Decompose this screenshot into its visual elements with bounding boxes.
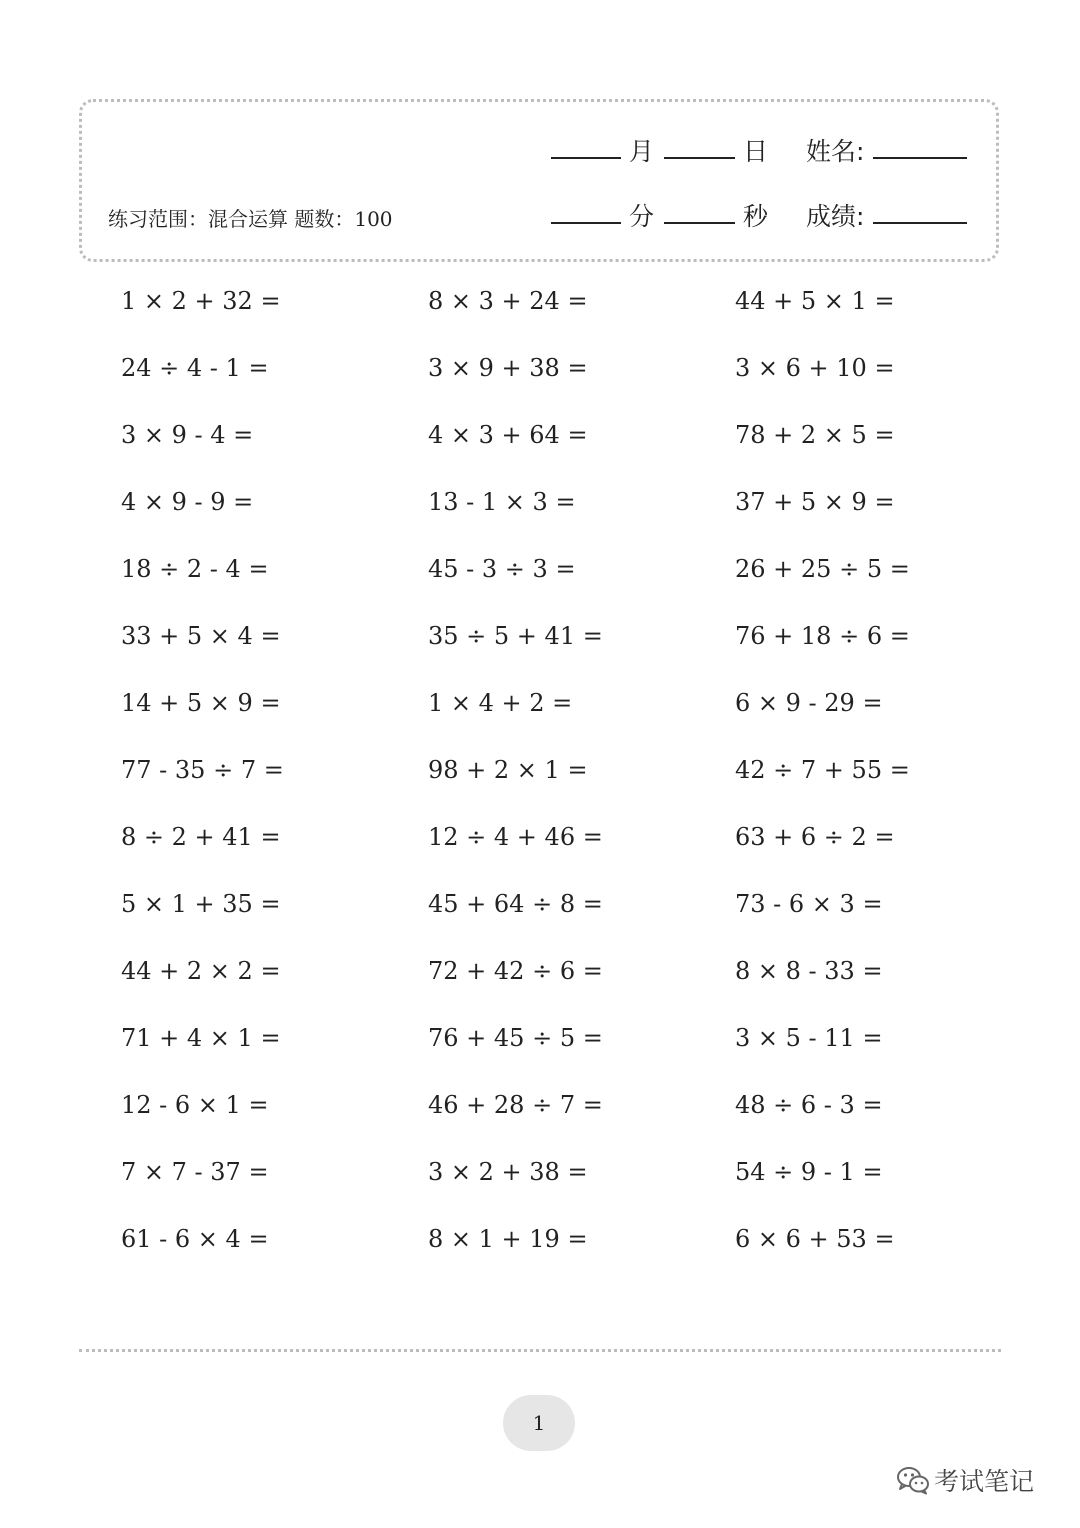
problem: 44 + 2 × 2 = bbox=[121, 957, 281, 985]
problem: 54 ÷ 9 - 1 = bbox=[735, 1158, 883, 1186]
problem: 14 + 5 × 9 = bbox=[121, 689, 281, 717]
problem: 76 + 18 ÷ 6 = bbox=[735, 622, 910, 650]
month-label: 月 bbox=[629, 137, 655, 166]
problem: 61 - 6 × 4 = bbox=[121, 1225, 269, 1253]
second-blank[interactable] bbox=[664, 222, 735, 224]
wechat-icon bbox=[896, 1465, 930, 1495]
problem: 98 + 2 × 1 = bbox=[428, 756, 588, 784]
count-value: 100 bbox=[354, 207, 393, 231]
problem: 63 + 6 ÷ 2 = bbox=[735, 823, 895, 851]
scope-label: 练习范围：混合运算 bbox=[108, 207, 288, 231]
problem: 71 + 4 × 1 = bbox=[121, 1024, 281, 1052]
problem: 26 + 25 ÷ 5 = bbox=[735, 555, 910, 583]
practice-scope bbox=[108, 203, 393, 232]
month-blank[interactable] bbox=[551, 157, 621, 159]
problem: 12 ÷ 4 + 46 = bbox=[428, 823, 603, 851]
problem: 37 + 5 × 9 = bbox=[735, 488, 895, 516]
problem: 8 ÷ 2 + 41 = bbox=[121, 823, 281, 851]
problem: 5 × 1 + 35 = bbox=[121, 890, 281, 918]
score-label: 成绩: bbox=[806, 202, 865, 231]
problem: 3 × 6 + 10 = bbox=[735, 354, 895, 382]
name-label: 姓名: bbox=[806, 137, 865, 166]
problem: 8 × 3 + 24 = bbox=[428, 287, 588, 315]
problem: 46 + 28 ÷ 7 = bbox=[428, 1091, 603, 1119]
day-label: 日 bbox=[743, 137, 769, 166]
problem: 1 × 4 + 2 = bbox=[428, 689, 573, 717]
problem: 76 + 45 ÷ 5 = bbox=[428, 1024, 603, 1052]
header-box bbox=[79, 99, 999, 262]
problem: 33 + 5 × 4 = bbox=[121, 622, 281, 650]
problem: 8 × 1 + 19 = bbox=[428, 1225, 588, 1253]
problem: 4 × 3 + 64 = bbox=[428, 421, 588, 449]
count-label: 题数： bbox=[294, 207, 355, 231]
problem: 44 + 5 × 1 = bbox=[735, 287, 895, 315]
problem: 13 - 1 × 3 = bbox=[428, 488, 576, 516]
problem: 8 × 8 - 33 = bbox=[735, 957, 883, 985]
problem: 24 ÷ 4 - 1 = bbox=[121, 354, 269, 382]
day-blank[interactable] bbox=[664, 157, 735, 159]
minute-blank[interactable] bbox=[551, 222, 621, 224]
watermark bbox=[896, 1462, 1034, 1498]
minute-label: 分 bbox=[629, 202, 655, 231]
score-blank[interactable] bbox=[873, 222, 967, 224]
problem: 3 × 5 - 11 = bbox=[735, 1024, 883, 1052]
problem: 18 ÷ 2 - 4 = bbox=[121, 555, 269, 583]
problem: 42 ÷ 7 + 55 = bbox=[735, 756, 910, 784]
problem: 45 + 64 ÷ 8 = bbox=[428, 890, 603, 918]
problem: 4 × 9 - 9 = bbox=[121, 488, 254, 516]
problem: 48 ÷ 6 - 3 = bbox=[735, 1091, 883, 1119]
footer-divider bbox=[79, 1349, 1001, 1352]
problem: 35 ÷ 5 + 41 = bbox=[428, 622, 603, 650]
page-number: 1 bbox=[503, 1395, 575, 1451]
watermark-text: 考试笔记 bbox=[934, 1467, 1035, 1496]
problem: 3 × 9 + 38 = bbox=[428, 354, 588, 382]
problem: 77 - 35 ÷ 7 = bbox=[121, 756, 284, 784]
problem: 73 - 6 × 3 = bbox=[735, 890, 883, 918]
problem: 12 - 6 × 1 = bbox=[121, 1091, 269, 1119]
problem: 6 × 9 - 29 = bbox=[735, 689, 883, 717]
problem: 45 - 3 ÷ 3 = bbox=[428, 555, 576, 583]
problem: 3 × 9 - 4 = bbox=[121, 421, 254, 449]
name-blank[interactable] bbox=[873, 157, 967, 159]
problem: 6 × 6 + 53 = bbox=[735, 1225, 895, 1253]
problem: 3 × 2 + 38 = bbox=[428, 1158, 588, 1186]
problem: 78 + 2 × 5 = bbox=[735, 421, 895, 449]
problem: 72 + 42 ÷ 6 = bbox=[428, 957, 603, 985]
problem: 1 × 2 + 32 = bbox=[121, 287, 281, 315]
second-label: 秒 bbox=[743, 202, 769, 231]
problem: 7 × 7 - 37 = bbox=[121, 1158, 269, 1186]
